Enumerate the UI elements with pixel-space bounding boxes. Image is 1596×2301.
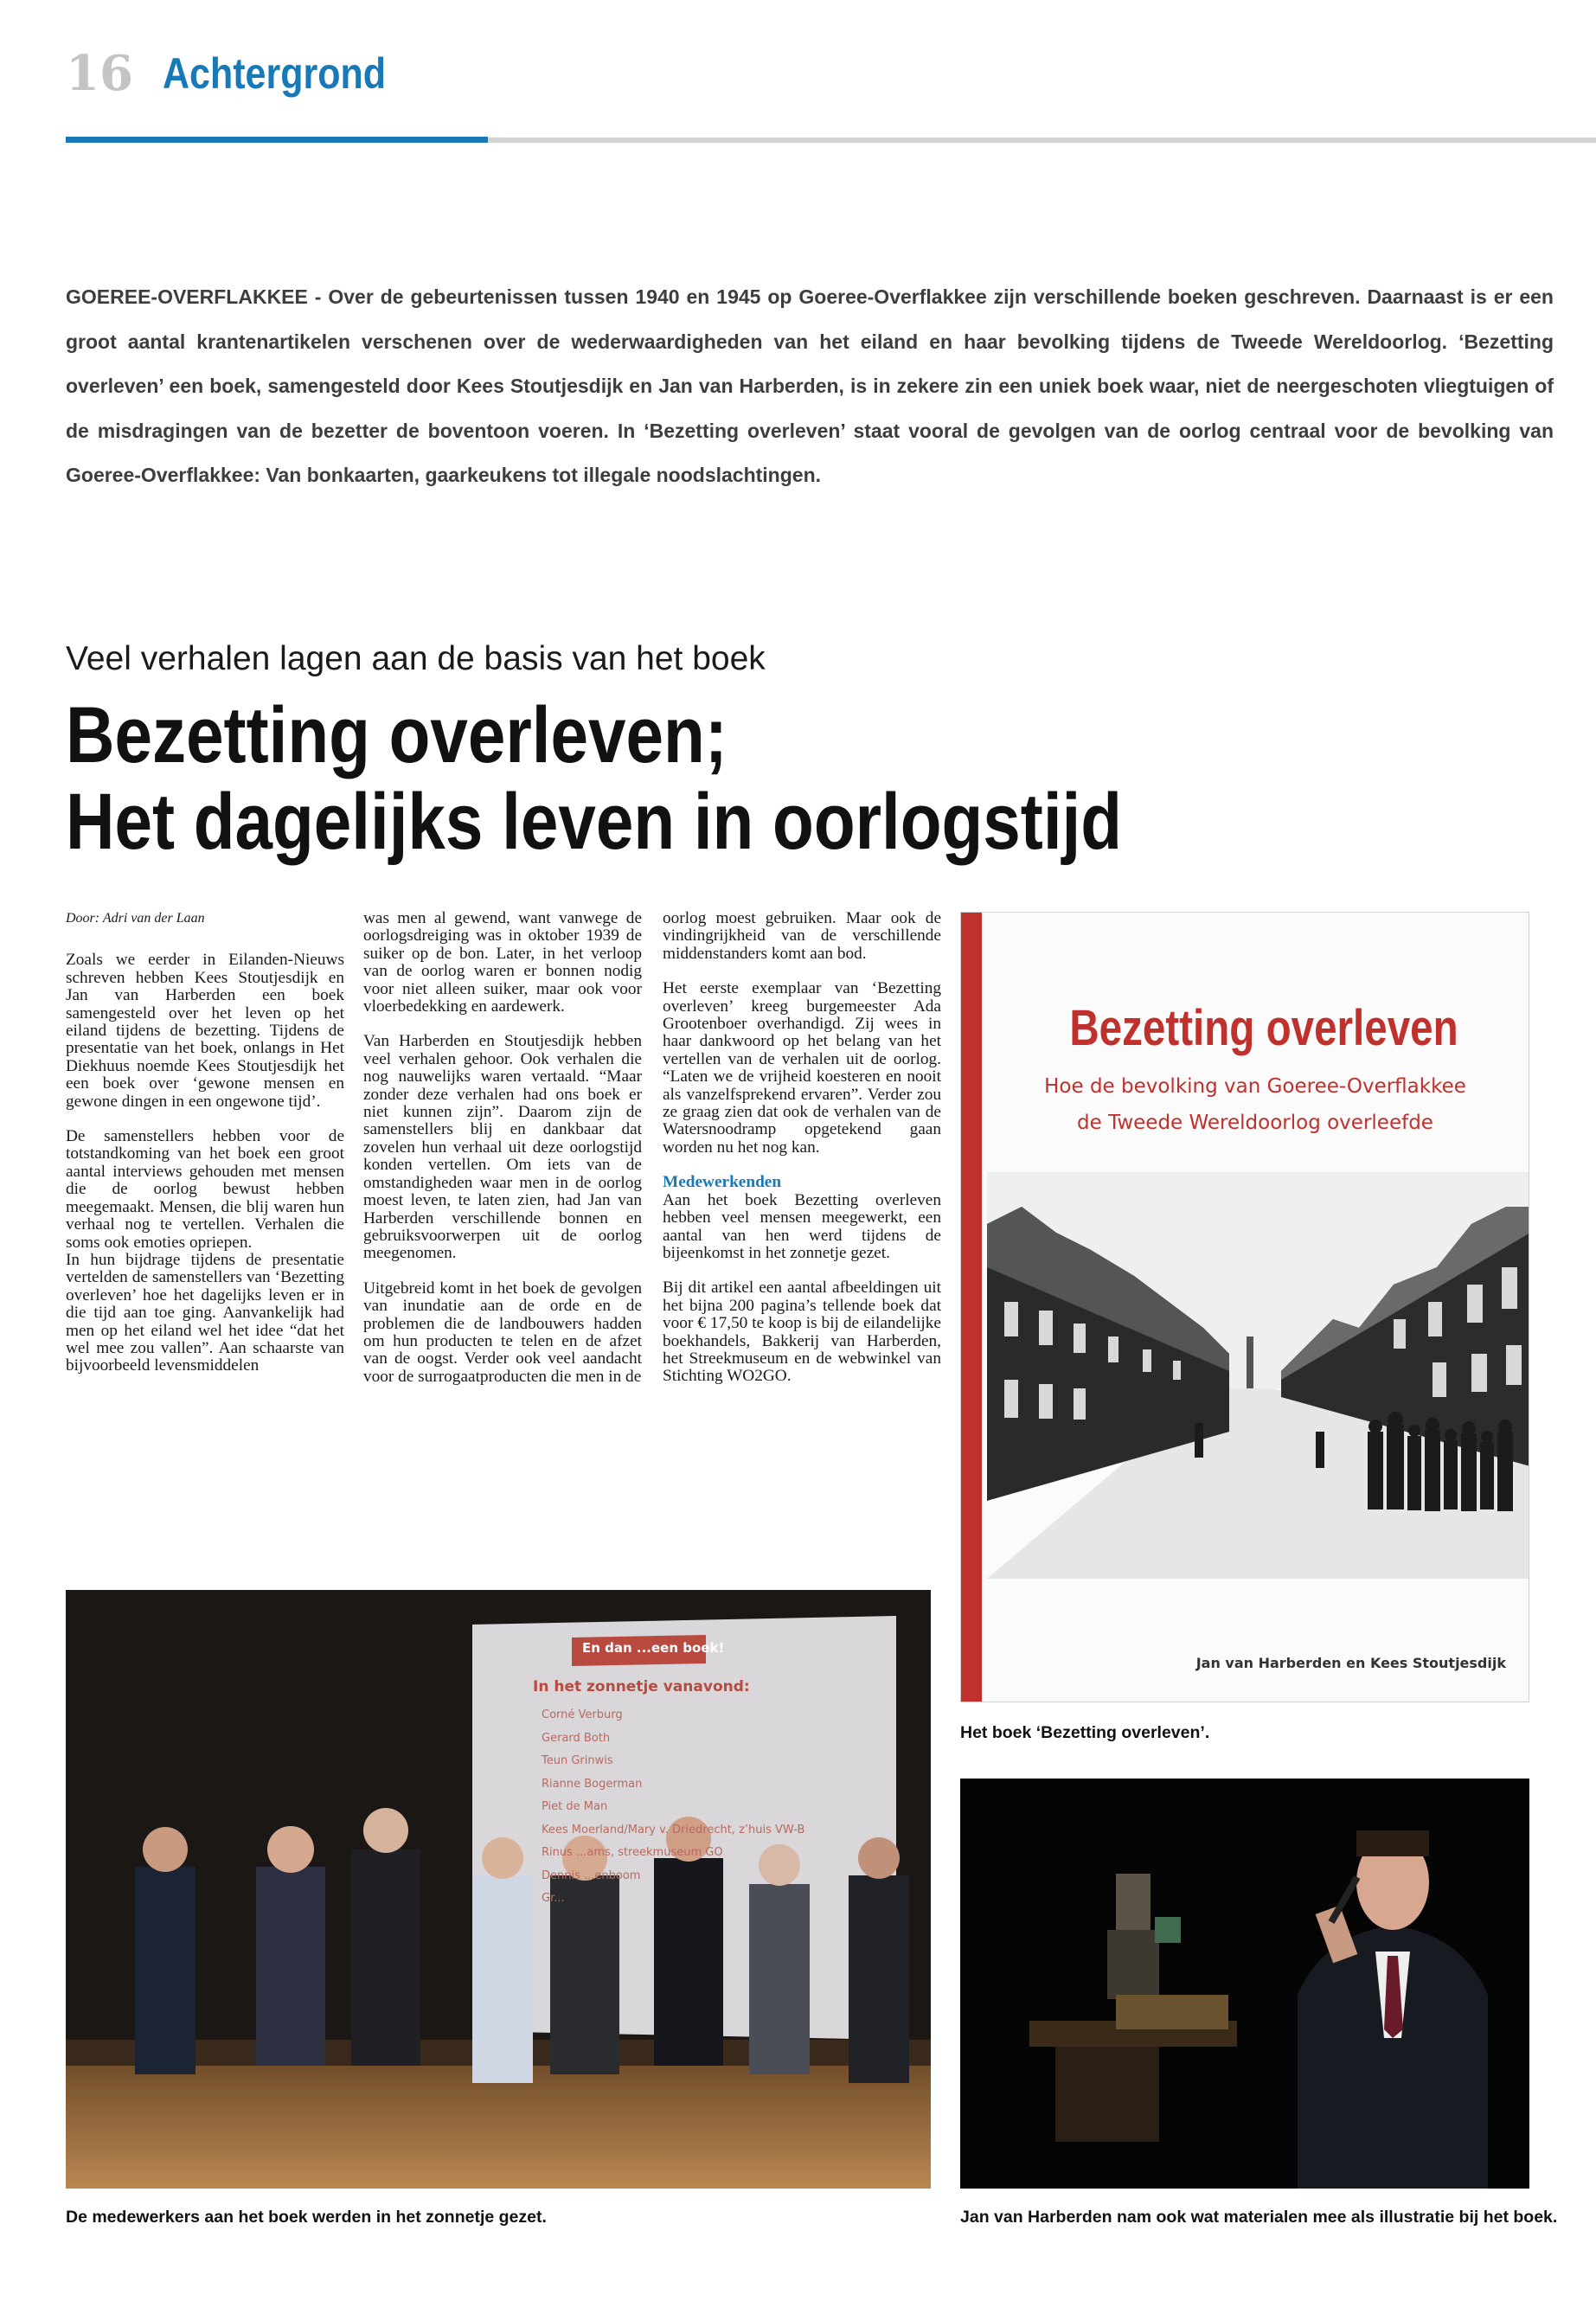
subheading: Medewerkenden <box>663 1173 782 1192</box>
paragraph: Het eerste exemplaar van ‘Bezetting overleven’ kreeg burgemeester Ada Grootenboer overhandigd. Zij wees in haar dankwoord op het belang van het vertellen van de verhalen uit de oorlog. “Laten we de vrijheid koesteren en nooit als vanzelfsprekend ervaren”. Verder zou ze graag zien dat ook de verhalen van de Watersnoodramp opgetekend gaan worden nu het nog kan. <box>663 979 941 1157</box>
slide-list-item: Rianne Bogerman <box>542 1777 643 1791</box>
slide-list <box>542 1704 804 1911</box>
paragraph: Aan het boek Bezetting overleven hebben veel mensen meegewerkt, een aantal van hen werd tijdens de bijeenkomst in het zonnetje gezet. <box>663 1190 941 1262</box>
paragraph: Uitgebreid komt in het boek de gevolgen van inundatie aan de orde en de problemen die de landbouwers hadden om hun producten te telen en de afzet van de oogst. Verder ook veel aandacht voor de surrogaatproducten die men in de <box>363 1279 642 1386</box>
page-number: 16 <box>66 45 133 102</box>
cover-subtitle-2: de Tweede Wereldoorlog overleefde <box>1077 1112 1433 1134</box>
slide-list-item: Teun Grinwis <box>542 1754 613 1767</box>
paragraph: De samenstellers hebben voor de totstandkoming van het boek een groot aantal interviews gehouden met mensen die de oorlog bewust hebben meegemaakt. Mensen, die blij waren hun verhaal nog te vertellen. Verhalen die soms ook emoties opriepen. <box>66 1127 344 1252</box>
headline-line-2: Het dagelijks leven in oorlogstijd <box>66 778 1123 866</box>
slide-list-item: Rinus ...ams, streekmuseum GO <box>542 1846 723 1859</box>
cover-spine-bar <box>961 913 982 1702</box>
section-title: Achtergrond <box>163 49 386 98</box>
headline-line-1: Bezetting overleven; <box>66 691 727 779</box>
paragraph: Zoals we eerder in Eilanden-Nieuws schreven hebben Kees Stoutjesdijk en Jan van Harberden een boek samengesteld over het leven op het eiland tijdens de bezetting. Tijdens de presentatie van het boek, onlangs in Het Diekhuus noemde Kees Stoutjesdijk het een boek over ‘gewone mensen en gewone dingen in een ongewone tijd’. <box>66 951 344 1111</box>
cover-title: Bezetting overleven <box>1069 1000 1458 1056</box>
speaker-photo-scene <box>960 1779 1529 2189</box>
paragraph: oorlog moest gebruiken. Maar ook de vindingrijkheid van de verschillende middenstanders komt aan bod. <box>663 909 941 963</box>
book-cover-image <box>960 912 1529 1702</box>
slide-header: En dan ...een boek! <box>582 1640 725 1656</box>
slide-list-item: Gr... <box>542 1892 565 1905</box>
paragraph: Bij dit artikel een aantal afbeeldingen uit het bijna 200 pagina’s tellende boek dat voor € 17,50 te koop is bij de eilandelijke boekhandels, Bakkerij van Harberden, het Streekmuseum en de webwinkel van Stichting WO2GO. <box>663 1279 941 1386</box>
header-rule <box>488 138 1596 143</box>
slide-list-item: Kees Moerland/Mary v. Driedrecht, z’huis VW-B <box>542 1823 805 1836</box>
slide-list-item: Piet de Man <box>542 1800 608 1813</box>
article-column-1 <box>66 910 344 1393</box>
article-column-2 <box>363 910 642 1403</box>
paragraph: Van Harberden en Stoutjesdijk hebben veel verhalen gehoor. Ook verhalen die nog nauwelijks waren vertaald. “Maar zonder deze verhalen had ons boek er niet kunnen zijn”. Daarom zijn de samenstellers blij en dankbaar dat zovelen hun verhaal uit deze oorlogstijd konden vertellen. Om iets van de omstandigheden waar men in de oorlog moest leven, te laten zien, had Jan van Harberden verschillende bonnen en gebruiksvoorwerpen uit de oorlog meegenomen. <box>363 1032 642 1263</box>
group-photo <box>66 1590 931 2189</box>
article-column-3 <box>663 910 941 1403</box>
slide-list-item: Dennis ...enboom <box>542 1868 641 1882</box>
article-kicker: Veel verhalen lagen aan de basis van het boek <box>66 640 766 677</box>
slide-list-item: Corné Verburg <box>542 1708 623 1721</box>
cover-authors: Jan van Harberden en Kees Stoutjesdijk <box>1195 1655 1506 1671</box>
article-headline <box>66 692 1122 865</box>
header-rule-accent <box>66 137 488 143</box>
cover-caption: Het boek ‘Bezetting overleven’. <box>960 1723 1210 1742</box>
cover-street-photo <box>987 1172 1529 1579</box>
byline: Door: Adri van der Laan <box>66 911 205 926</box>
paragraph: In hun bijdrage tijdens de presentatie vertelden de samenstellers van ‘Bezetting overleven’ hoe het dagelijks leven er in die tijd aan toe ging. Aanvankelijk had men op het eiland wel het idee “dat het wel mee zou vallen”. Aan schaarste van bijvoorbeeld levensmiddelen <box>66 1250 344 1375</box>
slide-title: In het zonnetje vanavond: <box>533 1678 750 1695</box>
cover-subtitle-1: Hoe de bevolking van Goeree-Overflakkee <box>1044 1075 1466 1098</box>
lead-paragraph: GOEREE-OVERFLAKKEE - Over de gebeurtenissen tussen 1940 en 1945 op Goeree-Overflakkee zijn verschillende boeken geschreven. Daarnaast is er een groot aantal krantenartikelen verschenen over de wederwaardigheden van het eiland en haar bevolking tijdens de Tweede Wereldoorlog. ‘Bezetting overleven’ een boek, samengesteld door Kees Stoutjesdijk en Jan van Harberden, is in zekere zin een uniek boek waar, niet de neergeschoten vliegtuigen of de misdragingen van de bezetter de boventoon voeren. In ‘Bezetting overleven’ staat vooral de gevolgen van de oorlog centraal voor de bevolking van Goeree-Overflakkee: Van bonkaarten, gaarkeukens tot illegale noodslachtingen. <box>66 285 1554 487</box>
slide-list-item: Gerard Both <box>542 1731 611 1745</box>
speaker-photo-caption: Jan van Harberden nam ook wat materialen mee als illustratie bij het boek. <box>960 2208 1558 2227</box>
paragraph: was men al gewend, want vanwege de oorlogsdreiging was in oktober 1939 de suiker op de bon. Later, in het verloop van de oorlog waren er bonnen nodig voor niet alleen suiker, maar ook voor vloerbedekking en aardewerk. <box>363 909 642 1016</box>
group-photo-caption: De medewerkers aan het boek werden in het zonnetje gezet. <box>66 2208 547 2227</box>
speaker-photo <box>960 1779 1529 2189</box>
